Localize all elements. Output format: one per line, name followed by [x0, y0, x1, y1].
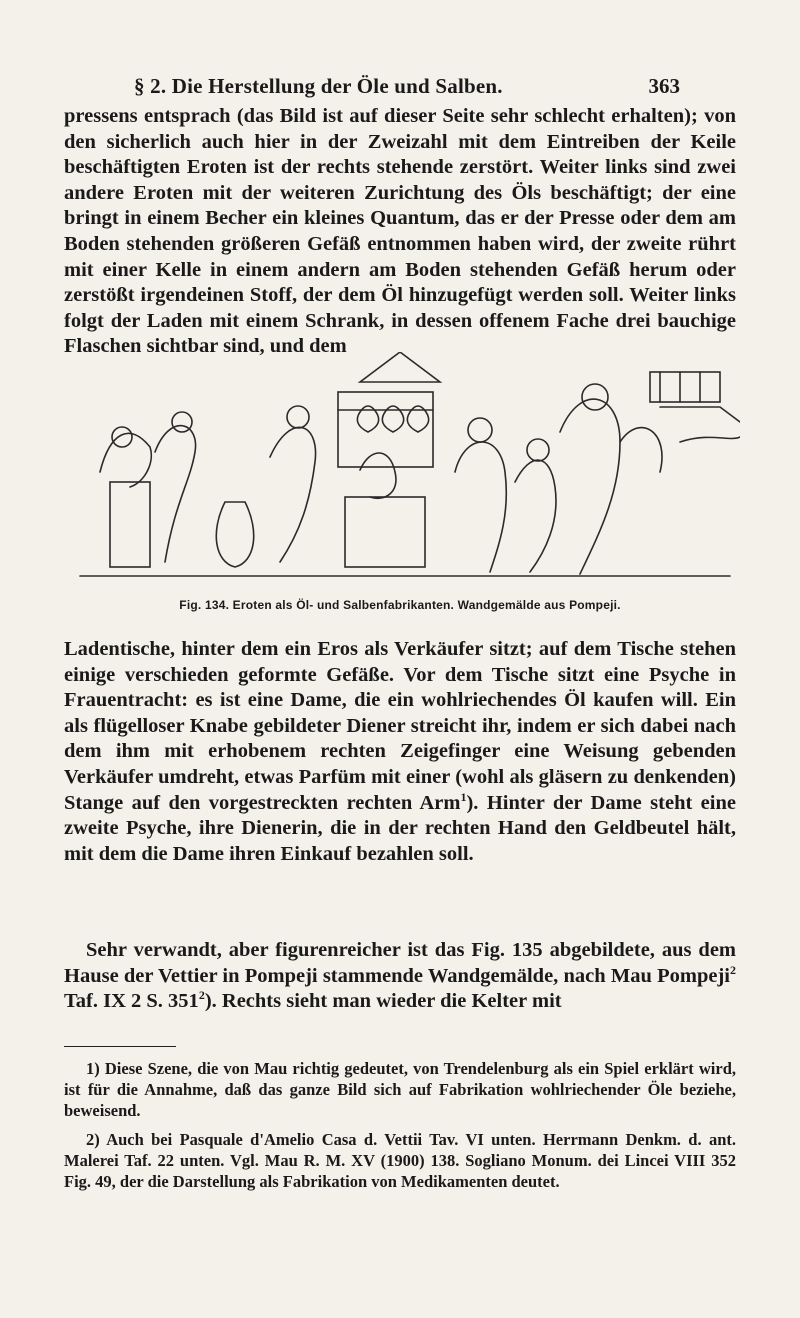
- press-frame: [110, 482, 150, 567]
- paragraph-2-text-continued: ). Hinter der Dame steht eine zweite Psyche, ihre Dienerin, die in der rechten Hand den Geldbeutel hält, mit dem die Dame ihren Einkauf bezahlen soll.: [64, 791, 736, 865]
- footnotes: [64, 1058, 736, 1200]
- page-number: 363: [648, 74, 680, 98]
- paragraph-3-text-c: ). Rechts sieht man wieder die Kelter mit: [204, 990, 562, 1013]
- shop-counter: [345, 497, 425, 567]
- eros-head: [112, 427, 132, 447]
- superscript-edition: 2: [730, 962, 736, 977]
- footnote-ref-1: 1: [460, 789, 467, 804]
- footnote-2: 2) Auch bei Pasquale d'Amelio Casa d. Vettii Tav. VI unten. Herrmann Denkm. d. ant. Malerei Taf. 22 unten. Vgl. Mau R. M. XV (1900) 138. Sogliano Monum. dei Lincei VIII 352 Fig. 49, der die Darstellung als Fabrikation von Medikamenten deutet.: [64, 1130, 736, 1191]
- psyche-figure: [455, 442, 506, 572]
- eros-left-figure: [100, 433, 151, 487]
- seller-eros: [360, 453, 396, 498]
- paragraph-2: [64, 637, 736, 867]
- paragraph-1: pressens entsprach (das Bild ist auf dieser Seite sehr schlecht erhalten); von den sicherlich auch hier in der Zweizahl mit dem Eintreiben der Keile beschäftigten Eroten ist der rechts stehende zerstört. Weiter links sind zwei andere Eroten mit der weiteren Zurichtung des Öls beschäftigt; der eine bringt in einem Becher ein kleines Quantum, das er der Presse oder dem am Boden stehenden größeren Gefäß entnommen haben wird, der zweite rührt mit einer Kelle in einem andern am Boden stehenden Gefäß herum oder zerstößt irgendeinen Stoff, der dem Öl hinzugefügt werden soll. Weiter links folgt der Laden mit einem Schrank, in dessen offenem Fache drei bauchige Flaschen sichtbar sind, und dem: [64, 105, 736, 358]
- running-header: [134, 74, 680, 100]
- figure-134-illustration: [60, 352, 740, 588]
- wall-painting-drawing: [60, 352, 740, 588]
- footnote-1: 1) Diese Szene, die von Mau richtig gedeutet, von Trendelenburg als ein Spiel erklärt wird, ist für die Annahme, daß das ganze Bild sich auf Fabrikation wohlriechender Öle beziehe, beweisend.: [64, 1059, 736, 1120]
- footnote-ref-2: 2: [198, 988, 205, 1003]
- paragraph-2-text: Ladentische, hinter dem ein Eros als Verkäufer sitzt; auf dem Tische stehen einige verschieden geformte Gefäße. Vor dem Tische sitzt eine Psyche in Frauentracht: es ist eine Dame, die ein wohlriechendes Öl kaufen will. Ein als flügelloser Knabe gebildeter Diener streicht ihr, indem er sich dabei nach dem ihm mit erhobenem rechten Zeigefinger eine Weisung gebenden Verkäufer umdreht, etwas Parfüm mit einer (wohl als gläsern zu denkenden) Stange auf den vorgestreckten rechten Arm: [64, 638, 736, 814]
- chapter-title: § 2. Die Herstellung der Öle und Salben.: [134, 74, 503, 98]
- paragraph-3: [64, 938, 736, 1015]
- servant-figure: [560, 399, 620, 574]
- paragraph-3-text: Sehr verwandt, aber figurenreicher ist das Fig. 135 abgebildete, aus dem Hause der Vettier in Pompeji stammende Wandgemälde, nach Mau Pompeji: [64, 939, 736, 987]
- footnote-divider: [64, 1046, 176, 1047]
- figure-caption: Fig. 134. Eroten als Öl- und Salbenfabrikanten. Wandgemälde aus Pompeji.: [179, 598, 621, 612]
- vessel: [216, 502, 253, 567]
- paragraph-3-text-b: Taf. IX 2 S. 351: [64, 990, 199, 1013]
